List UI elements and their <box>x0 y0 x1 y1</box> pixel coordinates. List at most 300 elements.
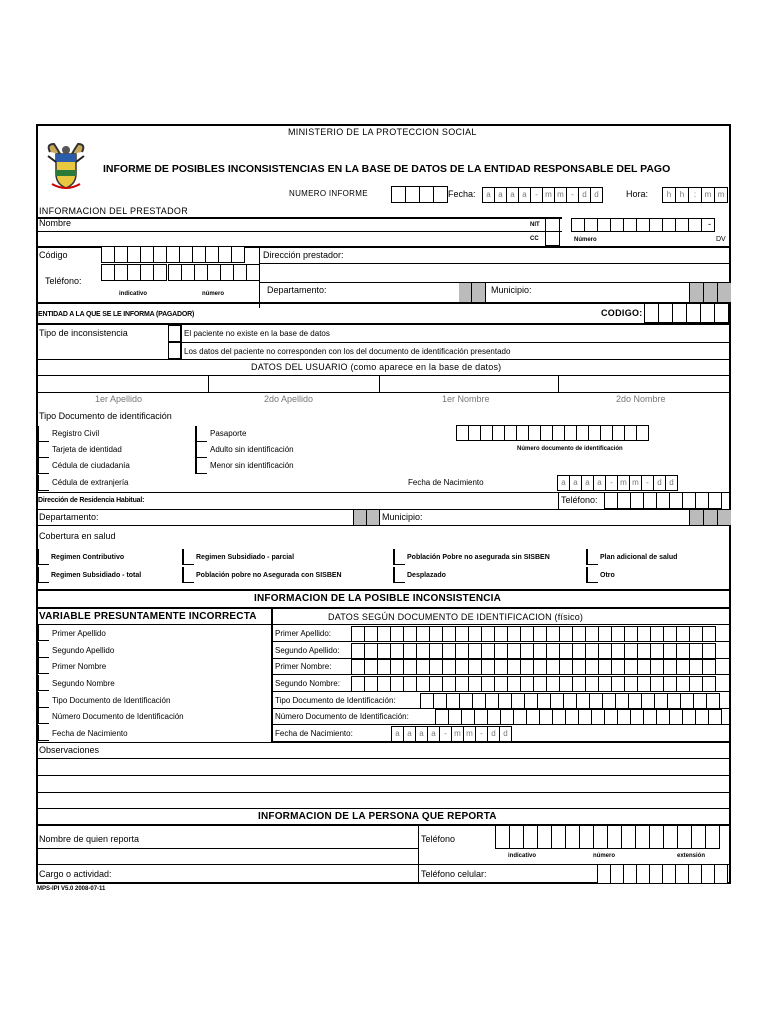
input-box[interactable] <box>607 825 622 849</box>
input-box[interactable] <box>686 303 701 323</box>
input-box[interactable] <box>656 709 670 725</box>
input-box[interactable] <box>435 709 449 725</box>
input-box[interactable] <box>669 709 683 725</box>
input-box[interactable] <box>461 709 475 725</box>
input-box[interactable] <box>442 626 456 642</box>
input-box[interactable] <box>481 659 495 675</box>
input-box[interactable]: m <box>629 475 642 491</box>
input-box[interactable] <box>636 425 649 441</box>
input-box[interactable] <box>617 709 631 725</box>
input-box[interactable] <box>571 218 585 232</box>
reg-subsidiado-parcial-checkbox[interactable] <box>182 549 194 565</box>
adulto-checkbox[interactable] <box>195 442 207 458</box>
input-box[interactable] <box>231 246 245 263</box>
input-box[interactable] <box>520 643 534 659</box>
cc-checkbox[interactable] <box>545 231 560 246</box>
input-box[interactable] <box>485 693 499 709</box>
cedula-ext-checkbox[interactable] <box>37 475 49 491</box>
input-box[interactable] <box>604 709 618 725</box>
input-box[interactable] <box>641 693 655 709</box>
input-box[interactable] <box>507 676 521 692</box>
input-box[interactable] <box>621 825 636 849</box>
input-box[interactable] <box>481 643 495 659</box>
input-box[interactable]: m <box>554 187 567 203</box>
input-box[interactable] <box>205 246 219 263</box>
telefono-indicativo-boxes[interactable] <box>102 264 167 281</box>
input-box[interactable] <box>550 693 564 709</box>
input-box[interactable] <box>701 864 715 884</box>
fecha-nac-boxes[interactable] <box>558 475 678 491</box>
input-box[interactable] <box>520 626 534 642</box>
input-box[interactable] <box>663 659 677 675</box>
input-box[interactable]: a <box>427 726 440 742</box>
input-box[interactable] <box>140 264 154 281</box>
input-box[interactable] <box>598 643 612 659</box>
input-box[interactable] <box>127 246 141 263</box>
input-box[interactable]: m <box>542 187 555 203</box>
pagador-codigo-boxes[interactable] <box>645 303 729 323</box>
input-box[interactable] <box>500 709 514 725</box>
input-box[interactable] <box>689 626 703 642</box>
input-box[interactable] <box>546 626 560 642</box>
input-box[interactable] <box>218 246 232 263</box>
input-box[interactable] <box>351 659 365 675</box>
input-box[interactable] <box>403 676 417 692</box>
input-box[interactable] <box>630 492 644 509</box>
input-box[interactable] <box>537 825 552 849</box>
input-box[interactable]: m <box>714 187 728 203</box>
input-box[interactable]: a <box>403 726 416 742</box>
input-box[interactable] <box>507 626 521 642</box>
input-box[interactable] <box>630 709 644 725</box>
input-box[interactable] <box>524 693 538 709</box>
input-box[interactable] <box>533 626 547 642</box>
input-box[interactable]: a <box>593 475 606 491</box>
input-box[interactable] <box>676 676 690 692</box>
input-box[interactable] <box>689 659 703 675</box>
input-box[interactable] <box>390 659 404 675</box>
input-box[interactable] <box>702 659 716 675</box>
input-box[interactable] <box>689 676 703 692</box>
input-box[interactable] <box>585 676 599 692</box>
input-box[interactable] <box>546 659 560 675</box>
input-box[interactable] <box>509 825 524 849</box>
input-box[interactable] <box>624 659 638 675</box>
input-box[interactable] <box>708 492 722 509</box>
input-box[interactable] <box>455 676 469 692</box>
input-box[interactable] <box>628 693 642 709</box>
reg-subsidiado-total-checkbox[interactable] <box>37 567 49 583</box>
doc-field-boxes[interactable] <box>421 693 720 709</box>
input-box[interactable] <box>624 676 638 692</box>
codigo-boxes[interactable] <box>102 246 245 263</box>
input-box[interactable]: a <box>557 475 570 491</box>
input-box[interactable] <box>220 264 234 281</box>
input-box[interactable] <box>533 676 547 692</box>
input-box[interactable] <box>390 676 404 692</box>
reg-contributivo-checkbox[interactable] <box>37 549 49 565</box>
variable-checkbox[interactable] <box>37 658 49 674</box>
input-box[interactable] <box>615 693 629 709</box>
input-box[interactable]: a <box>518 187 531 203</box>
input-box[interactable] <box>688 864 702 884</box>
input-box[interactable]: h <box>675 187 689 203</box>
input-box[interactable] <box>649 864 663 884</box>
pobre-sisben-checkbox[interactable] <box>182 567 194 583</box>
input-box[interactable] <box>559 659 573 675</box>
input-box[interactable] <box>455 659 469 675</box>
input-box[interactable] <box>166 246 180 263</box>
input-box[interactable] <box>533 659 547 675</box>
input-box[interactable] <box>537 693 551 709</box>
input-box[interactable] <box>207 264 221 281</box>
input-box[interactable] <box>526 709 540 725</box>
input-box[interactable] <box>604 492 618 509</box>
input-box[interactable] <box>507 643 521 659</box>
input-box[interactable] <box>403 643 417 659</box>
input-box[interactable] <box>551 825 566 849</box>
input-box[interactable] <box>663 825 678 849</box>
input-box[interactable] <box>546 643 560 659</box>
input-box[interactable] <box>468 626 482 642</box>
input-box[interactable] <box>675 218 689 232</box>
input-box[interactable] <box>617 492 631 509</box>
num-doc-boxes[interactable] <box>457 425 649 441</box>
input-box[interactable] <box>636 218 650 232</box>
input-box[interactable] <box>168 264 182 281</box>
input-box[interactable]: - <box>566 187 579 203</box>
doc-field-boxes[interactable] <box>352 676 716 692</box>
input-box[interactable] <box>610 218 624 232</box>
input-box[interactable] <box>559 643 573 659</box>
input-box[interactable] <box>637 659 651 675</box>
input-box[interactable]: a <box>569 475 582 491</box>
input-box[interactable] <box>420 693 434 709</box>
tarjeta-checkbox[interactable] <box>37 442 49 458</box>
telefono-numero-boxes[interactable] <box>169 264 260 281</box>
input-box[interactable]: d <box>578 187 591 203</box>
input-box[interactable] <box>623 218 637 232</box>
input-box[interactable] <box>637 643 651 659</box>
input-box[interactable] <box>533 643 547 659</box>
input-box[interactable] <box>644 303 659 323</box>
input-box[interactable] <box>585 659 599 675</box>
variable-checkbox[interactable] <box>37 692 49 708</box>
input-box[interactable]: m <box>451 726 464 742</box>
input-box[interactable] <box>114 264 128 281</box>
input-box[interactable] <box>591 709 605 725</box>
input-box[interactable]: d <box>653 475 666 491</box>
desplazado-checkbox[interactable] <box>393 567 405 583</box>
input-box[interactable] <box>179 246 193 263</box>
input-box[interactable] <box>611 643 625 659</box>
variable-checkbox[interactable] <box>37 675 49 691</box>
input-box[interactable] <box>416 659 430 675</box>
input-box[interactable] <box>695 709 709 725</box>
input-box[interactable] <box>676 626 690 642</box>
input-box[interactable] <box>663 626 677 642</box>
input-box[interactable] <box>140 246 154 263</box>
input-box[interactable] <box>597 864 611 884</box>
input-box[interactable] <box>351 676 365 692</box>
input-box[interactable] <box>153 246 167 263</box>
input-box[interactable] <box>624 626 638 642</box>
input-box[interactable] <box>377 626 391 642</box>
input-box[interactable] <box>572 643 586 659</box>
input-box[interactable]: a <box>482 187 495 203</box>
input-box[interactable] <box>578 709 592 725</box>
input-box[interactable] <box>364 643 378 659</box>
input-box[interactable]: a <box>415 726 428 742</box>
input-box[interactable] <box>455 626 469 642</box>
doc-field-boxes[interactable] <box>352 626 716 642</box>
input-box[interactable] <box>364 659 378 675</box>
input-box[interactable] <box>494 626 508 642</box>
input-box[interactable] <box>416 626 430 642</box>
input-box[interactable] <box>494 643 508 659</box>
input-box[interactable] <box>650 659 664 675</box>
input-box[interactable]: - <box>439 726 452 742</box>
input-box[interactable] <box>442 659 456 675</box>
input-box[interactable]: - <box>530 187 543 203</box>
input-box[interactable] <box>691 825 706 849</box>
input-box[interactable] <box>474 709 488 725</box>
input-box[interactable] <box>688 218 702 232</box>
input-box[interactable] <box>585 626 599 642</box>
input-box[interactable] <box>676 659 690 675</box>
input-box[interactable]: a <box>391 726 404 742</box>
input-box[interactable] <box>468 676 482 692</box>
input-box[interactable] <box>246 264 260 281</box>
variable-checkbox[interactable] <box>37 725 49 741</box>
input-box[interactable] <box>446 693 460 709</box>
input-box[interactable] <box>654 693 668 709</box>
input-box[interactable] <box>487 709 501 725</box>
nit-checkbox[interactable] <box>545 218 560 232</box>
input-box[interactable] <box>498 693 512 709</box>
input-box[interactable] <box>101 246 115 263</box>
input-box[interactable] <box>377 659 391 675</box>
input-box[interactable]: d <box>499 726 512 742</box>
input-box[interactable] <box>695 492 709 509</box>
input-box[interactable] <box>597 218 611 232</box>
input-box[interactable] <box>448 709 462 725</box>
input-box[interactable]: - <box>475 726 488 742</box>
input-box[interactable] <box>523 825 538 849</box>
numero-informe-boxes[interactable] <box>392 186 448 203</box>
input-box[interactable] <box>682 709 696 725</box>
input-box[interactable] <box>459 693 473 709</box>
input-box[interactable]: d <box>590 187 603 203</box>
input-box[interactable] <box>429 676 443 692</box>
doc-field-boxes[interactable] <box>352 659 716 675</box>
input-box[interactable] <box>429 659 443 675</box>
input-box[interactable] <box>565 709 579 725</box>
fecha-doc-boxes[interactable] <box>392 726 512 742</box>
input-box[interactable] <box>572 626 586 642</box>
input-box[interactable] <box>708 709 722 725</box>
input-box[interactable]: : <box>688 187 702 203</box>
input-box[interactable]: a <box>494 187 507 203</box>
input-box[interactable] <box>667 693 681 709</box>
input-box[interactable] <box>598 659 612 675</box>
input-box[interactable] <box>127 264 141 281</box>
input-box[interactable]: m <box>463 726 476 742</box>
input-box[interactable] <box>635 825 650 849</box>
inconsistencia-opt1-checkbox[interactable] <box>168 325 182 342</box>
input-box[interactable] <box>680 693 694 709</box>
input-box[interactable] <box>468 643 482 659</box>
input-box[interactable] <box>649 218 663 232</box>
input-box[interactable] <box>702 626 716 642</box>
input-box[interactable] <box>589 693 603 709</box>
input-box[interactable] <box>676 643 690 659</box>
input-box[interactable] <box>429 626 443 642</box>
input-box[interactable] <box>669 492 683 509</box>
input-box[interactable] <box>114 246 128 263</box>
input-box[interactable] <box>429 643 443 659</box>
input-box[interactable] <box>663 643 677 659</box>
input-box[interactable] <box>584 218 598 232</box>
input-box[interactable] <box>494 659 508 675</box>
input-box[interactable] <box>650 643 664 659</box>
input-box[interactable] <box>598 676 612 692</box>
input-box[interactable] <box>579 825 594 849</box>
input-box[interactable] <box>714 303 729 323</box>
input-box[interactable] <box>507 659 521 675</box>
input-box[interactable] <box>700 303 715 323</box>
variable-checkbox[interactable] <box>37 625 49 641</box>
input-box[interactable]: d <box>665 475 678 491</box>
input-box[interactable] <box>442 676 456 692</box>
input-box[interactable] <box>623 864 637 884</box>
input-box[interactable] <box>364 626 378 642</box>
input-box[interactable] <box>513 709 527 725</box>
doc-field-boxes[interactable] <box>436 709 722 725</box>
input-box[interactable] <box>416 676 430 692</box>
pobre-sin-sisben-checkbox[interactable] <box>393 549 405 565</box>
input-box[interactable] <box>598 626 612 642</box>
input-box[interactable] <box>511 693 525 709</box>
input-box[interactable] <box>662 218 676 232</box>
nit-number-boxes[interactable] <box>572 218 715 232</box>
input-box[interactable] <box>468 659 482 675</box>
input-box[interactable] <box>192 246 206 263</box>
input-box[interactable] <box>650 676 664 692</box>
input-box[interactable] <box>559 626 573 642</box>
input-box[interactable]: m <box>701 187 715 203</box>
usuario-telefono-boxes[interactable] <box>605 492 722 509</box>
input-box[interactable]: h <box>662 187 676 203</box>
input-box[interactable] <box>585 643 599 659</box>
input-box[interactable] <box>705 825 720 849</box>
input-box[interactable] <box>656 492 670 509</box>
input-box[interactable] <box>233 264 247 281</box>
input-box[interactable] <box>702 676 716 692</box>
input-box[interactable] <box>602 693 616 709</box>
input-box[interactable] <box>101 264 115 281</box>
input-box[interactable]: d <box>487 726 500 742</box>
inconsistencia-opt2-checkbox[interactable] <box>168 342 182 359</box>
input-box[interactable] <box>636 864 650 884</box>
input-box[interactable] <box>520 676 534 692</box>
input-box[interactable] <box>351 626 365 642</box>
input-box[interactable] <box>643 492 657 509</box>
input-box[interactable] <box>611 659 625 675</box>
input-box[interactable] <box>442 643 456 659</box>
input-box[interactable] <box>624 643 638 659</box>
input-box[interactable] <box>563 693 577 709</box>
input-box[interactable] <box>672 303 687 323</box>
input-box[interactable]: - <box>641 475 654 491</box>
input-box[interactable] <box>572 659 586 675</box>
pasaporte-checkbox[interactable] <box>195 426 207 442</box>
input-box[interactable]: a <box>506 187 519 203</box>
input-box[interactable] <box>576 693 590 709</box>
input-box[interactable] <box>702 643 716 659</box>
input-box[interactable] <box>377 643 391 659</box>
variable-checkbox[interactable] <box>37 708 49 724</box>
input-box[interactable] <box>494 676 508 692</box>
input-box[interactable] <box>637 626 651 642</box>
input-box[interactable] <box>643 709 657 725</box>
otro-checkbox[interactable] <box>586 567 598 583</box>
input-box[interactable] <box>455 643 469 659</box>
doc-field-boxes[interactable] <box>352 643 716 659</box>
input-box[interactable]: a <box>581 475 594 491</box>
input-box[interactable] <box>153 264 167 281</box>
input-box[interactable] <box>637 676 651 692</box>
registro-civil-checkbox[interactable] <box>37 426 49 442</box>
celular-boxes[interactable] <box>598 864 728 884</box>
input-box[interactable] <box>364 676 378 692</box>
input-box[interactable] <box>611 676 625 692</box>
input-box[interactable] <box>520 659 534 675</box>
reporta-telefono-boxes[interactable] <box>496 825 720 849</box>
input-box[interactable] <box>572 676 586 692</box>
input-box[interactable] <box>433 693 447 709</box>
input-box[interactable] <box>403 626 417 642</box>
input-box[interactable] <box>390 626 404 642</box>
input-box[interactable] <box>416 643 430 659</box>
fecha-boxes[interactable] <box>483 187 603 203</box>
input-box[interactable]: m <box>617 475 630 491</box>
input-box[interactable] <box>552 709 566 725</box>
input-box[interactable] <box>565 825 580 849</box>
input-box[interactable] <box>675 864 689 884</box>
input-box[interactable] <box>546 676 560 692</box>
input-box[interactable] <box>706 693 720 709</box>
input-box[interactable] <box>593 825 608 849</box>
plan-adicional-checkbox[interactable] <box>586 549 598 565</box>
variable-checkbox[interactable] <box>37 642 49 658</box>
input-box[interactable] <box>181 264 195 281</box>
input-box[interactable] <box>689 643 703 659</box>
input-box[interactable] <box>677 825 692 849</box>
input-box[interactable] <box>472 693 486 709</box>
input-box[interactable]: - <box>605 475 618 491</box>
input-box[interactable] <box>693 693 707 709</box>
input-box[interactable] <box>351 643 365 659</box>
input-box[interactable] <box>194 264 208 281</box>
input-box[interactable] <box>390 643 404 659</box>
input-box[interactable] <box>658 303 673 323</box>
input-box[interactable] <box>682 492 696 509</box>
input-box[interactable] <box>495 825 510 849</box>
input-box[interactable] <box>650 626 664 642</box>
input-box[interactable] <box>663 676 677 692</box>
hora-boxes[interactable] <box>663 187 728 203</box>
